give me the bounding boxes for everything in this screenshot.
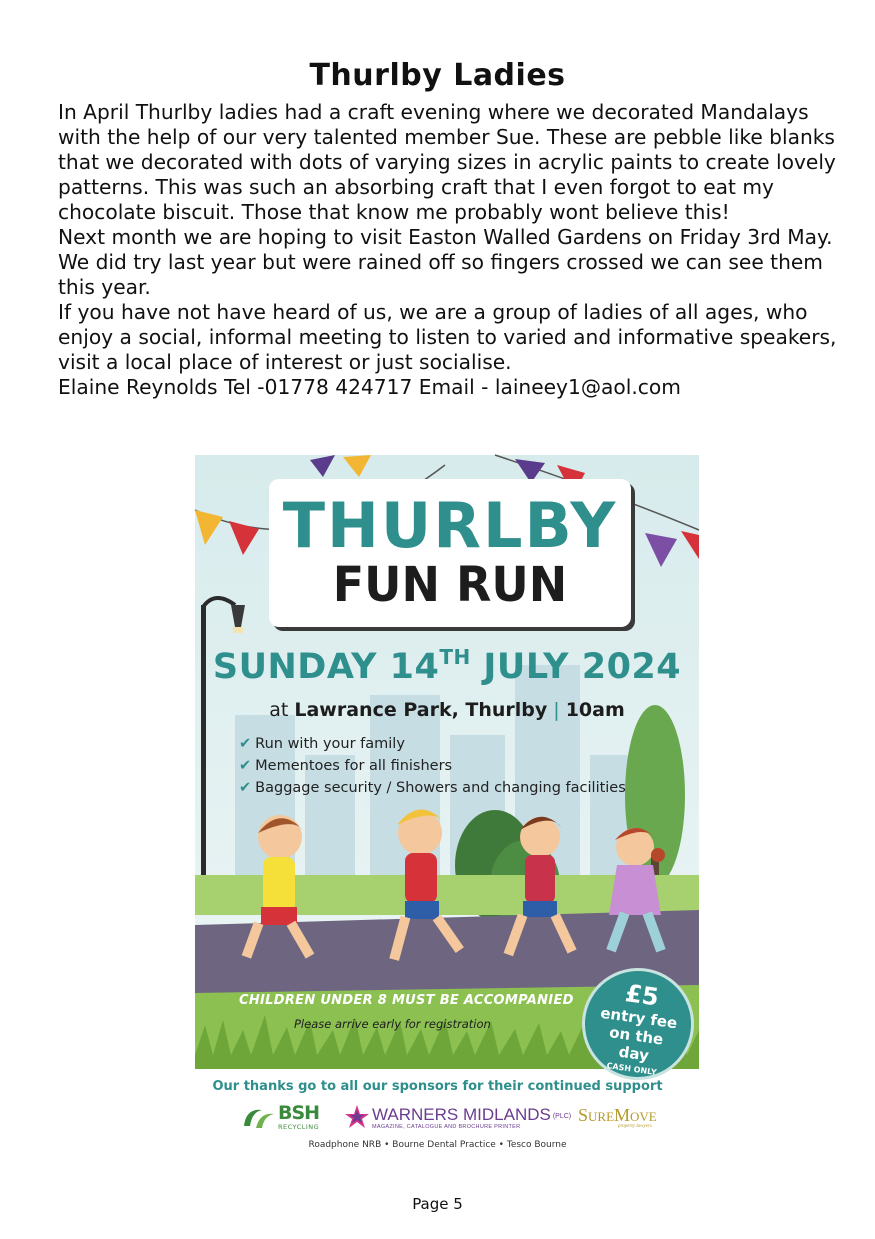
fun-run-poster xyxy=(195,455,699,1078)
contact-line: Elaine Reynolds Tel -01778 424717 Email - laineey1@aol.com xyxy=(58,375,681,399)
page-title: Thurlby Ladies xyxy=(309,58,566,93)
children-note: CHILDREN UNDER 8 MUST BE ACCOMPANIED xyxy=(239,993,574,1008)
poster-title: THURLBY xyxy=(282,489,618,562)
warners-logo: WARNERS MIDLANDS (PLC) MAGAZINE, CATALOGUE AND BROCHURE PRINTER xyxy=(344,1101,554,1135)
suremove-logo: SureMove property lawyers xyxy=(578,1105,657,1129)
event-venue: at Lawrance Park, Thurlby | 10am xyxy=(269,699,625,721)
feature-list xyxy=(239,733,626,799)
check-icon: ✔ xyxy=(239,758,252,774)
registration-note: Please arrive early for registration xyxy=(294,1017,491,1031)
sponsor-logos xyxy=(242,1101,662,1135)
bsh-swirl-icon xyxy=(242,1106,276,1130)
article-paragraph: If you have not have heard of us, we are a group of ladies of all ages, who enjoy a social, informal meeting to listen to varied and informative speakers, visit a local place of interest or just socialise. xyxy=(58,300,837,374)
event-date: SUNDAY 14TH JULY 2024 xyxy=(212,645,682,687)
poster-title-box xyxy=(269,479,631,627)
check-icon: ✔ xyxy=(239,780,252,796)
bsh-logo: BSH RECYCLING xyxy=(242,1101,326,1135)
article-body xyxy=(58,100,838,400)
article-paragraph: In April Thurlby ladies had a craft evening where we decorated Mandalays with the help of our very talented member Sue. These are pebble like blanks that we decorated with dots of varying sizes in acrylic paints to create lovely patterns. This was such an absorbing craft that I even forgot to eat my chocolate biscuit. Those that know me probably wont believe this! xyxy=(58,100,836,224)
feature-item: ✔ Mementoes for all finishers xyxy=(239,758,453,774)
fee-price: £5 xyxy=(623,979,661,1012)
other-sponsors: Roadphone NRB • Bourne Dental Practice • Tesco Bourne xyxy=(308,1140,567,1150)
sponsor-thanks: Our thanks go to all our sponsors for their continued support xyxy=(212,1079,663,1094)
page-number: Page 5 xyxy=(412,1195,463,1213)
check-icon: ✔ xyxy=(239,736,252,752)
fee-label: entry fee on the day xyxy=(599,1003,679,1065)
feature-item: ✔ Run with your family xyxy=(239,736,405,752)
fee-cash-only: CASH ONLY xyxy=(606,1061,658,1078)
warners-star-icon xyxy=(344,1104,370,1130)
feature-item: ✔ Baggage security / Showers and changing facilities xyxy=(239,780,626,796)
poster-subtitle: FUN RUN xyxy=(332,555,568,613)
article-paragraph: Next month we are hoping to visit Easton Walled Gardens on Friday 3rd May. We did try last year but were rained off so fingers crossed we can see them this year. xyxy=(58,225,833,299)
